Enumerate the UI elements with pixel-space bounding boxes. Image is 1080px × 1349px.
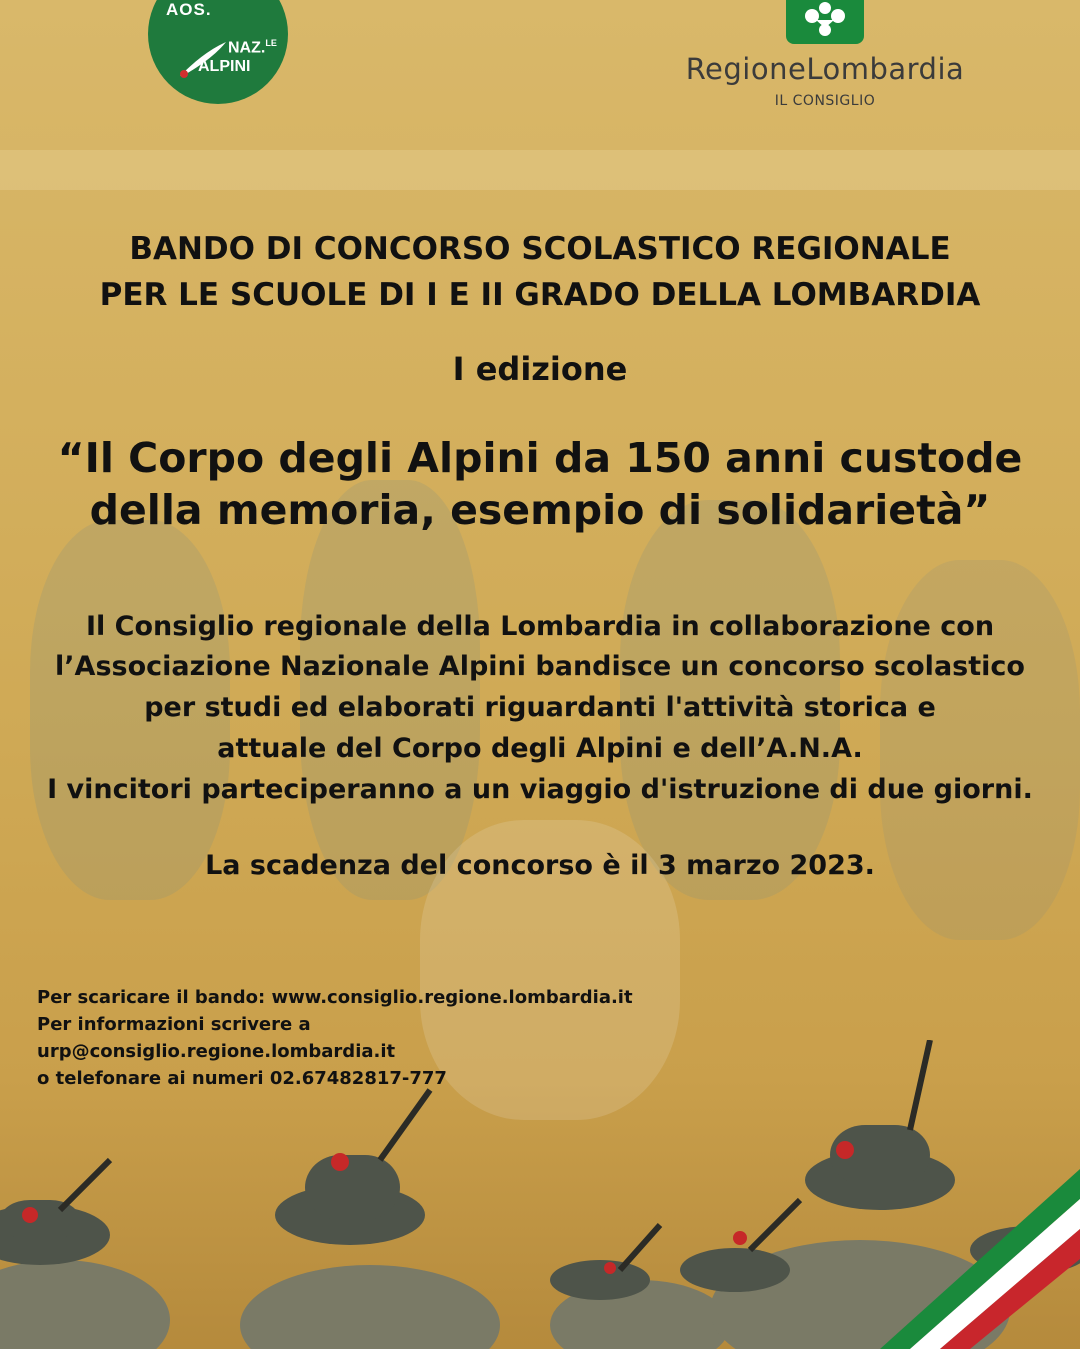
heading-line: BANDO DI CONCORSO SCOLASTICO REGIONALE [129, 231, 951, 267]
body-text-line: per studi ed elaborati riguardanti l'attività storica e [144, 692, 936, 723]
body-text-line: I vincitori parteciperanno a un viaggio d'istruzione di due giorni. [47, 774, 1033, 805]
rosa-camuna-icon [786, 0, 864, 44]
italian-flag-ribbon [870, 1109, 1080, 1349]
contact-line: urp@consiglio.regione.lombardia.it [37, 1041, 396, 1062]
regione-lombardia-logo [660, 0, 990, 120]
regione-lombardia-mark [786, 0, 864, 44]
edition-label: I edizione [452, 350, 628, 388]
body-text-line: Il Consiglio regionale della Lombardia in collaborazione con [85, 611, 995, 642]
deadline-text: La scadenza del concorso è il 3 marzo 2023. [205, 850, 875, 881]
body-text-line: l’Associazione Nazionale Alpini bandisce un concorso scolastico [55, 651, 1025, 682]
contact-line: Per informazioni scrivere a [37, 1014, 311, 1035]
regione-lombardia-sub: IL CONSIGLIO [774, 93, 876, 109]
contact-line: o telefonare ai numeri 02.67482817-777 [37, 1068, 447, 1089]
contest-title-line: della memoria, esempio di solidarietà” [89, 486, 991, 534]
ana-logo-text: AOS. [166, 0, 212, 19]
ana-logo-text: ALPINI [198, 58, 251, 75]
ana-logo-text [228, 38, 277, 57]
regione-lombardia-name: RegioneLombardia [685, 52, 965, 86]
ana-logo-naz: NAZ. [228, 39, 266, 57]
ana-logo-suffix: LE [265, 38, 277, 48]
contact-line: Per scaricare il bando: www.consiglio.regione.lombardia.it [37, 987, 633, 1008]
background-beam [0, 150, 1080, 190]
contest-title [0, 432, 1080, 536]
contest-title-line: “Il Corpo degli Alpini da 150 anni custode [57, 434, 1023, 482]
ana-logo [148, 0, 288, 104]
body-text-line: attuale del Corpo degli Alpini e dell’A.N.A. [217, 733, 863, 764]
heading-line: PER LE SCUOLE DI I E II GRADO DELLA LOMBARDIA [99, 277, 981, 313]
